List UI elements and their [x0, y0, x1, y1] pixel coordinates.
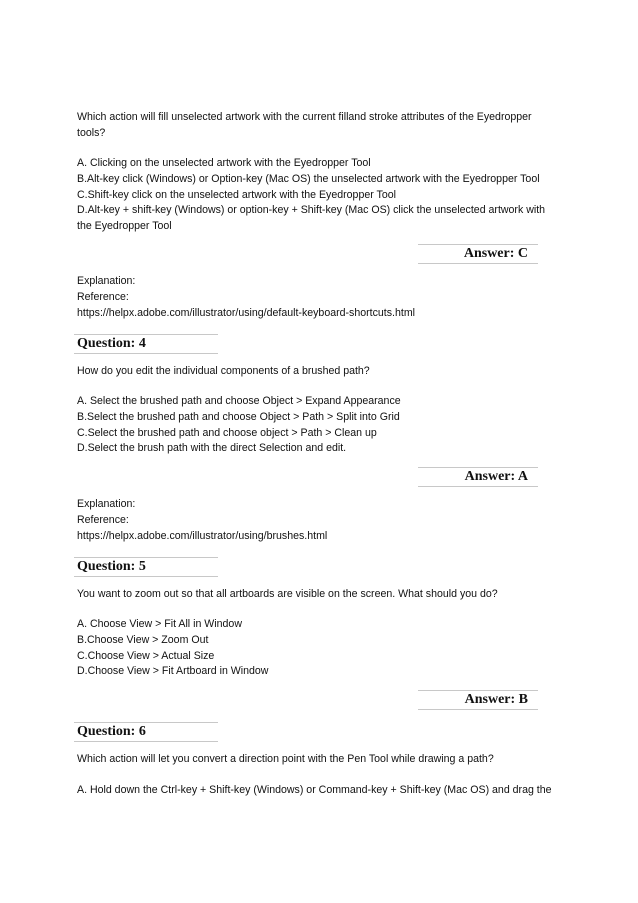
q3-option-b: B.Alt-key click (Windows) or Option-key (Mac OS) the unselected artwork with the Eyedropper Tool [77, 172, 540, 185]
q4-option-c: C.Select the brushed path and choose object > Path > Clean up [77, 426, 377, 439]
q6-heading-box [74, 722, 218, 742]
q4-answer-box [418, 467, 538, 487]
q3-explanation-label: Explanation: [77, 275, 136, 287]
q4-option-b: B.Select the brushed path and choose Object > Path > Split into Grid [77, 410, 400, 423]
q5-stem-line: You want to zoom out so that all artboards are visible on the screen. What should you do? [77, 588, 498, 600]
q4-option-a: A. Select the brushed path and choose Object > Expand Appearance [77, 395, 401, 407]
q3-stem [77, 110, 561, 142]
q5-heading-box [74, 557, 218, 577]
q5-heading: Question: 5 [77, 559, 146, 574]
q6-options [77, 783, 561, 799]
q4-options [77, 394, 561, 457]
q3-stem-line-2: tools? [77, 126, 106, 139]
q4-reference-label: Reference: [77, 513, 129, 526]
q6-heading: Question: 6 [77, 724, 146, 739]
q5-option-a: A. Choose View > Fit All in Window [77, 618, 242, 630]
q3-option-c: C.Shift-key click on the unselected artwork with the Eyedropper Tool [77, 188, 396, 201]
q5-answer-box [418, 690, 538, 710]
q4-answer: Answer: A [464, 469, 528, 484]
q4-explanation-label: Explanation: [77, 498, 136, 510]
q5-option-c: C.Choose View > Actual Size [77, 649, 215, 662]
q3-reference-url: https://helpx.adobe.com/illustrator/using/default-keyboard-shortcuts.html [77, 306, 415, 319]
q4-stem [77, 364, 561, 380]
q6-option-a: A. Hold down the Ctrl-key + Shift-key (Windows) or Command-key + Shift-key (Mac OS) and drag the [77, 784, 552, 796]
q3-explanation [77, 274, 561, 321]
q4-option-d: D.Select the brush path with the direct Selection and edit. [77, 442, 347, 455]
q3-reference-label: Reference: [77, 290, 129, 303]
q4-explanation [77, 497, 561, 544]
q3-stem-line-1: Which action will fill unselected artwork with the current filland stroke attributes of the Eyedropper [77, 111, 532, 123]
q6-stem-line: Which action will let you convert a direction point with the Pen Tool while drawing a path? [77, 753, 494, 765]
q6-stem [77, 752, 561, 768]
q3-answer-box [418, 244, 538, 264]
q4-heading: Question: 4 [77, 336, 146, 351]
q3-option-a: A. Clicking on the unselected artwork with the Eyedropper Tool [77, 157, 371, 169]
q5-stem [77, 587, 561, 603]
q4-reference-url: https://helpx.adobe.com/illustrator/using/brushes.html [77, 529, 328, 542]
q5-answer: Answer: B [464, 692, 528, 707]
q3-option-d-line-2: the Eyedropper Tool [77, 220, 172, 233]
q3-options [77, 156, 561, 235]
q5-option-d: D.Choose View > Fit Artboard in Window [77, 665, 269, 678]
q5-option-b: B.Choose View > Zoom Out [77, 633, 209, 646]
q5-options [77, 617, 561, 680]
q3-option-d-line-1: D.Alt-key + shift-key (Windows) or option-key + Shift-key (Mac OS) click the unselected artwork with [77, 204, 546, 217]
q4-heading-box [74, 334, 218, 354]
q4-stem-line: How do you edit the individual components of a brushed path? [77, 365, 370, 377]
q3-answer: Answer: C [463, 246, 528, 261]
